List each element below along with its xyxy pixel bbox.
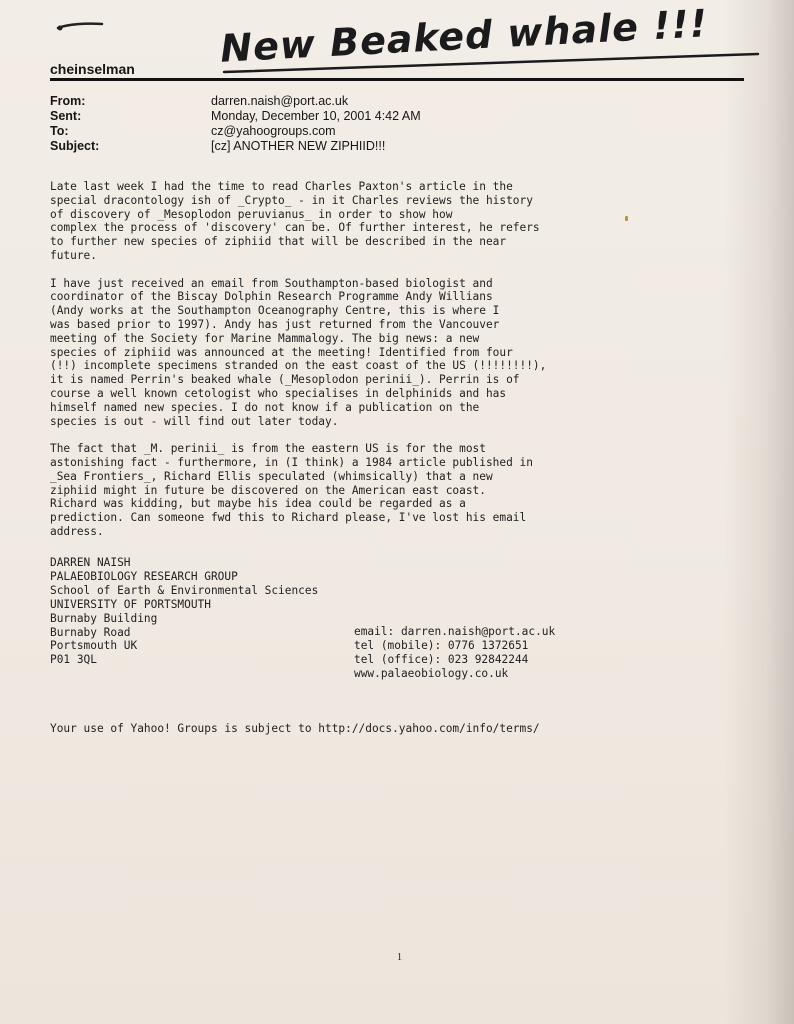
signature-line: UNIVERSITY OF PORTSMOUTH bbox=[50, 597, 211, 611]
signature-line: PALAEOBIOLOGY RESEARCH GROUP bbox=[50, 569, 238, 583]
contact-email: email: darren.naish@port.ac.uk bbox=[354, 625, 556, 638]
header-divider bbox=[50, 78, 744, 81]
body-line: meeting of the Society for Marine Mammalogy. The big news: a new bbox=[50, 331, 480, 345]
header-label: Sent: bbox=[50, 109, 82, 123]
body-line: coordinator of the Biscay Dolphin Research Programme Andy Willians bbox=[50, 290, 493, 304]
body-line: I have just received an email from Southampton-based biologist and bbox=[50, 276, 493, 290]
body-line: astonishing fact - furthermore, in (I think) a 1984 article published in bbox=[50, 455, 533, 469]
body-line: complex the process of 'discovery' can be. Of further interest, he refers bbox=[50, 221, 540, 235]
body-line: species of ziphiid was announced at the meeting! Identified from four bbox=[50, 345, 513, 359]
body-paragraph-3 bbox=[50, 442, 690, 539]
body-line: (Andy works at the Southampton Oceanography Centre, this is where I bbox=[50, 304, 500, 318]
body-line: course a well known cetologist who specialises in delphinids and has bbox=[50, 386, 507, 400]
footer-notice: Your use of Yahoo! Groups is subject to http://docs.yahoo.com/info/terms/ bbox=[50, 722, 540, 735]
header-sent bbox=[50, 109, 421, 124]
header-label: To: bbox=[50, 124, 69, 138]
header-value: [cz] ANOTHER NEW ZIPHIID!!! bbox=[211, 139, 386, 153]
signature-line: School of Earth & Environmental Sciences bbox=[50, 583, 319, 597]
header-from bbox=[50, 94, 421, 109]
contact-mobile: tel (mobile): 0776 1372651 bbox=[354, 639, 529, 652]
body-line: to further new species of ziphiid that will be described in the near bbox=[50, 235, 507, 249]
body-line: prediction. Can someone fwd this to Richard please, I've lost his email bbox=[50, 511, 527, 525]
scan-speck bbox=[625, 216, 628, 221]
signature-block bbox=[50, 556, 318, 667]
signature-line: Burnaby Road bbox=[50, 625, 131, 639]
body-line: Late last week I had the time to read Charles Paxton's article in the bbox=[50, 180, 513, 193]
body-line: was based prior to 1997). Andy has just returned from the Vancouver bbox=[50, 317, 500, 331]
header-to bbox=[50, 124, 421, 139]
body-line: _Sea Frontiers_, Richard Ellis speculated (whimsically) that a new bbox=[50, 469, 493, 483]
body-line: future. bbox=[50, 248, 97, 262]
pen-mark-icon bbox=[56, 18, 116, 32]
body-line: The fact that _M. perinii_ is from the eastern US is for the most bbox=[50, 442, 486, 456]
email-headers bbox=[50, 94, 421, 154]
header-subject bbox=[50, 139, 421, 154]
signature-line: DARREN NAISH bbox=[50, 556, 131, 569]
body-line: (!!) incomplete specimens stranded on the east coast of the US (!!!!!!!!), bbox=[50, 359, 547, 373]
page-number: 1 bbox=[397, 952, 402, 963]
email-body bbox=[50, 180, 690, 553]
signature-line: Burnaby Building bbox=[50, 611, 158, 625]
body-paragraph-1 bbox=[50, 180, 690, 263]
handwritten-annotation: New Beaked whale !!! bbox=[219, 1, 710, 71]
contact-website: www.palaeobiology.co.uk bbox=[354, 667, 509, 680]
body-line: address. bbox=[50, 524, 104, 538]
header-label: From: bbox=[50, 94, 86, 108]
body-line: it is named Perrin's beaked whale (_Mesoplodon perinii_). Perrin is of bbox=[50, 373, 520, 387]
contact-block bbox=[354, 625, 555, 681]
body-line: himself named new species. I do not know if a publication on the bbox=[50, 400, 480, 414]
signature-line: P01 3QL bbox=[50, 653, 97, 667]
signature-line: Portsmouth UK bbox=[50, 639, 138, 653]
sender-name: cheinselman bbox=[50, 61, 135, 77]
body-line: species is out - will find out later today. bbox=[50, 414, 339, 428]
header-value: Monday, December 10, 2001 4:42 AM bbox=[211, 109, 421, 123]
body-paragraph-2 bbox=[50, 277, 690, 429]
body-line: ziphiid might in future be discovered on the American east coast. bbox=[50, 483, 486, 497]
header-label: Subject: bbox=[50, 139, 100, 153]
header-value: cz@yahoogroups.com bbox=[211, 124, 336, 138]
handwritten-underline bbox=[222, 48, 762, 78]
body-line: special dracontology ish of _Crypto_ - in it Charles reviews the history bbox=[50, 193, 533, 207]
contact-office: tel (office): 023 92842244 bbox=[354, 653, 529, 666]
body-line: of discovery of _Mesoplodon peruvianus_ in order to show how bbox=[50, 207, 453, 221]
body-line: Richard was kidding, but maybe his idea could be regarded as a bbox=[50, 497, 466, 511]
header-value: darren.naish@port.ac.uk bbox=[211, 94, 349, 108]
